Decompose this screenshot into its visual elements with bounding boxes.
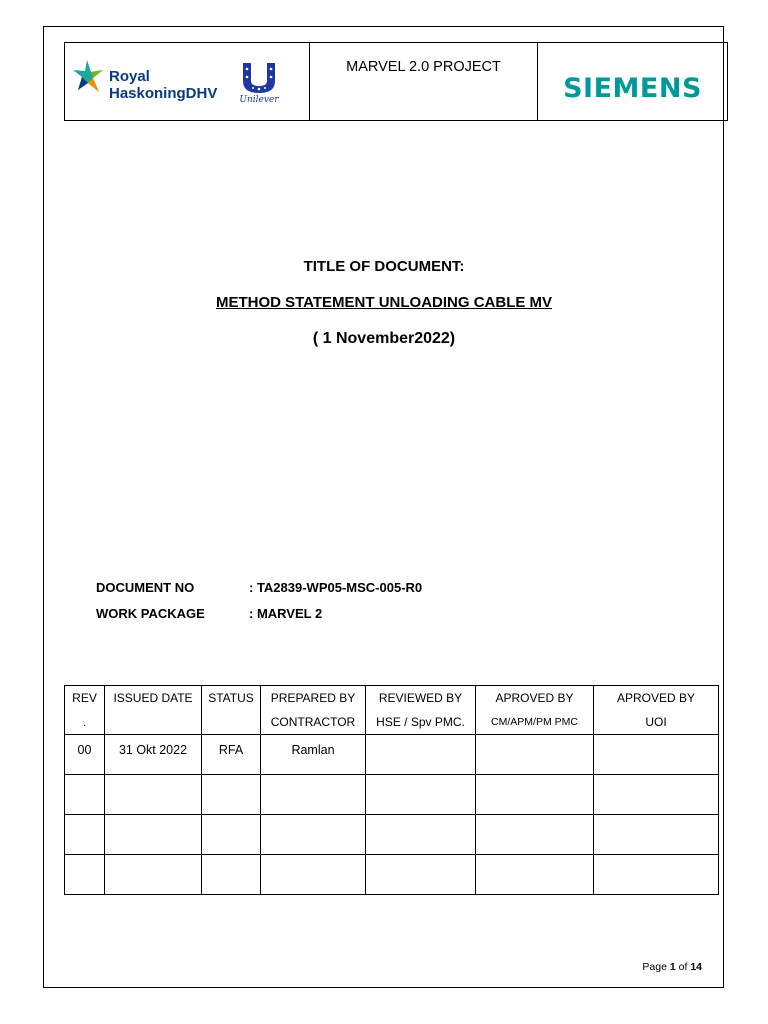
- of-word: of: [678, 961, 688, 973]
- table-cell: [594, 735, 719, 775]
- table-cell: [594, 775, 719, 815]
- table-cell: 00: [65, 735, 105, 775]
- table-cell: [105, 775, 202, 815]
- table-cell: [366, 855, 476, 895]
- header-cell: PREPARED BY CONTRACTOR: [261, 686, 366, 735]
- royal-text: Royal: [109, 68, 150, 85]
- header-cell: REV .: [65, 686, 105, 735]
- table-row: [65, 775, 719, 815]
- table-cell: [202, 815, 261, 855]
- siemens-logo: SIEMENS: [563, 73, 702, 104]
- document-name: METHOD STATEMENT UNLOADING CABLE MV: [215, 294, 553, 311]
- table-cell: [261, 855, 366, 895]
- work-package-label: WORK PACKAGE: [96, 606, 205, 621]
- revision-table: [64, 685, 719, 895]
- work-package-value: : MARVEL 2: [249, 606, 323, 621]
- project-name: MARVEL 2.0 PROJECT: [310, 43, 538, 121]
- table-cell: [65, 855, 105, 895]
- table-cell: [65, 815, 105, 855]
- siemens-logo-cell: [538, 43, 728, 121]
- revision-header-row: [65, 686, 719, 735]
- header-cell: REVIEWED BY HSE / Spv PMC.: [366, 686, 476, 735]
- haskoning-text: HaskoningDHV: [109, 85, 218, 102]
- table-cell: [105, 815, 202, 855]
- table-cell: [476, 735, 594, 775]
- table-cell: [476, 855, 594, 895]
- table-cell: [105, 855, 202, 895]
- logo-cell: [65, 43, 310, 121]
- page-number: [642, 961, 702, 973]
- unilever-text: Unilever: [239, 95, 279, 105]
- table-row: [65, 855, 719, 895]
- table-cell: [261, 815, 366, 855]
- header-cell: STATUS: [202, 686, 261, 735]
- table-cell: [594, 815, 719, 855]
- unilever-u-icon: [237, 61, 281, 95]
- royal-haskoning-logo: [73, 56, 223, 108]
- header-table: [64, 42, 728, 121]
- page-total: 14: [690, 961, 702, 973]
- table-row: [65, 815, 719, 855]
- page-word: Page: [642, 961, 667, 973]
- table-cell: [476, 815, 594, 855]
- table-cell: [366, 815, 476, 855]
- page-current: 1: [669, 961, 676, 973]
- title-heading: TITLE OF DOCUMENT:: [303, 258, 465, 275]
- table-cell: [594, 855, 719, 895]
- work-package-row: [96, 606, 322, 621]
- document-no-row: [96, 580, 422, 595]
- table-cell: [366, 775, 476, 815]
- document-date: ( 1 November2022): [312, 330, 456, 347]
- table-cell: [261, 775, 366, 815]
- table-cell: [366, 735, 476, 775]
- table-cell: Ramlan: [261, 735, 366, 775]
- star-icon: [73, 58, 109, 98]
- header-cell: APROVED BY CM/APM/PM PMC: [476, 686, 594, 735]
- unilever-logo: [237, 61, 281, 109]
- table-cell: RFA: [202, 735, 261, 775]
- document-no-value: : TA2839-WP05-MSC-005-R0: [249, 580, 423, 595]
- header-cell: ISSUED DATE: [105, 686, 202, 735]
- table-cell: 31 Okt 2022: [105, 735, 202, 775]
- table-row: [65, 735, 719, 775]
- table-cell: [202, 775, 261, 815]
- header-cell: APROVED BY UOI: [594, 686, 719, 735]
- table-cell: [202, 855, 261, 895]
- table-cell: [65, 775, 105, 815]
- document-no-label: DOCUMENT NO: [96, 580, 195, 595]
- table-cell: [476, 775, 594, 815]
